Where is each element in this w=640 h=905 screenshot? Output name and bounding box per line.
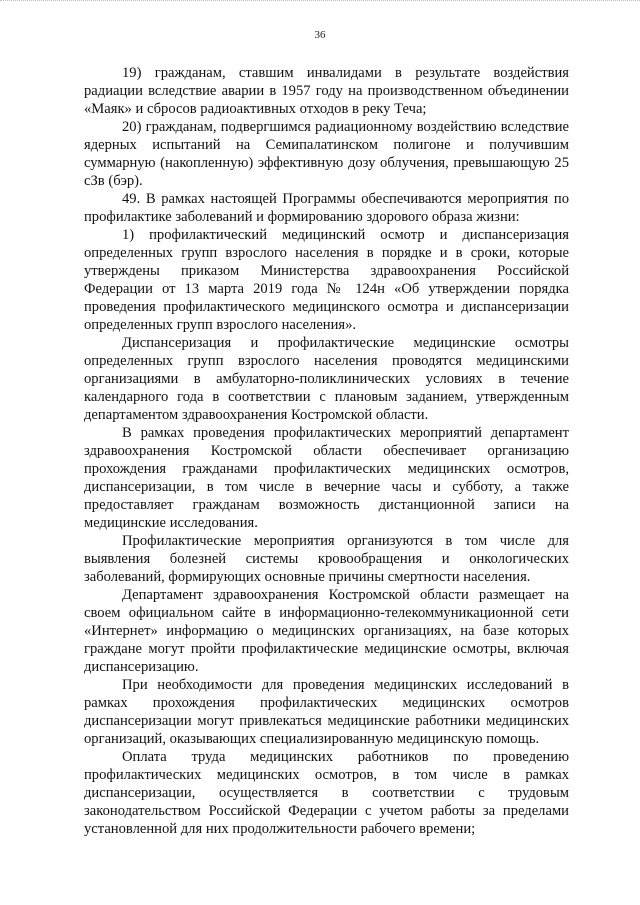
paragraph-dispensarization: Диспансеризация и профилактические медицинские осмотры определенных групп взрослого населения проводятся медицинскими организациями в амбулаторно-поликлинических условиях в течение календарного года в соответствии с плановым заданием, утвержденным департаментом здравоохранения Костромской области. xyxy=(84,335,569,423)
paragraph-website-info: Департамент здравоохранения Костромской области размещает на своем официальном сайте в информационно-телекоммуникационной сети «Интернет» информацию о медицинских организациях, на базе которых граждане могут пройти профилактические медицинские осмотры, включая диспансеризацию. xyxy=(84,587,569,675)
paragraph-disease-detection: Профилактические мероприятия организуются в том числе для выявления болезней системы кровообращения и онкологических заболеваний, формирующих основные причины смертности населения. xyxy=(84,533,569,585)
paragraph-item-20: 20) гражданам, подвергшимся радиационному воздействию вследствие ядерных испытаний на Семипалатинском полигоне и получившим суммарную (накопленную) эффективную дозу облучения, превышающую 25 сЗв (бэр). xyxy=(84,119,569,189)
paragraph-specialists: При необходимости для проведения медицинских исследований в рамках прохождения профилактических медицинских осмотров диспансеризации могут привлекаться медицинские работники медицинских организаций, оказывающих специализированную медицинскую помощь. xyxy=(84,677,569,747)
paragraph-item-1: 1) профилактический медицинский осмотр и диспансеризация определенных групп взрослого населения в порядке и в сроки, которые утверждены приказом Министерства здравоохранения Российской Федерации от 13 марта 2019 года № 124н «Об утверждении порядка проведения профилактического медицинского осмотра и диспансеризации определенных групп взрослого населения». xyxy=(84,227,569,333)
paragraph-item-19: 19) гражданам, ставшим инвалидами в результате воздействия радиации вследствие аварии в 1957 году на производственном объединении «Маяк» и сбросов радиоактивных отходов в реку Теча; xyxy=(84,65,569,117)
page-number: 36 xyxy=(314,29,326,41)
paragraph-preventive-measures: В рамках проведения профилактических мероприятий департамент здравоохранения Костромской области обеспечивает организацию прохождения гражданами профилактических медицинских осмотров, диспансеризации, в том числе в вечерние часы и субботу, а также предоставляет гражданам возможность дистанционной записи на медицинские исследования. xyxy=(84,425,569,531)
paragraph-payment: Оплата труда медицинских работников по проведению профилактических медицинских осмотров, в том числе в рамках диспансеризации, осуществляется в соответствии с трудовым законодательством Российской Федерации с учетом работы за пределами установленной для них продолжительности рабочего времени; xyxy=(84,749,569,837)
scan-top-edge xyxy=(0,0,640,5)
document-body xyxy=(84,64,569,838)
paragraph-clause-49: 49. В рамках настоящей Программы обеспечиваются мероприятия по профилактике заболеваний и формированию здорового образа жизни: xyxy=(84,191,569,225)
